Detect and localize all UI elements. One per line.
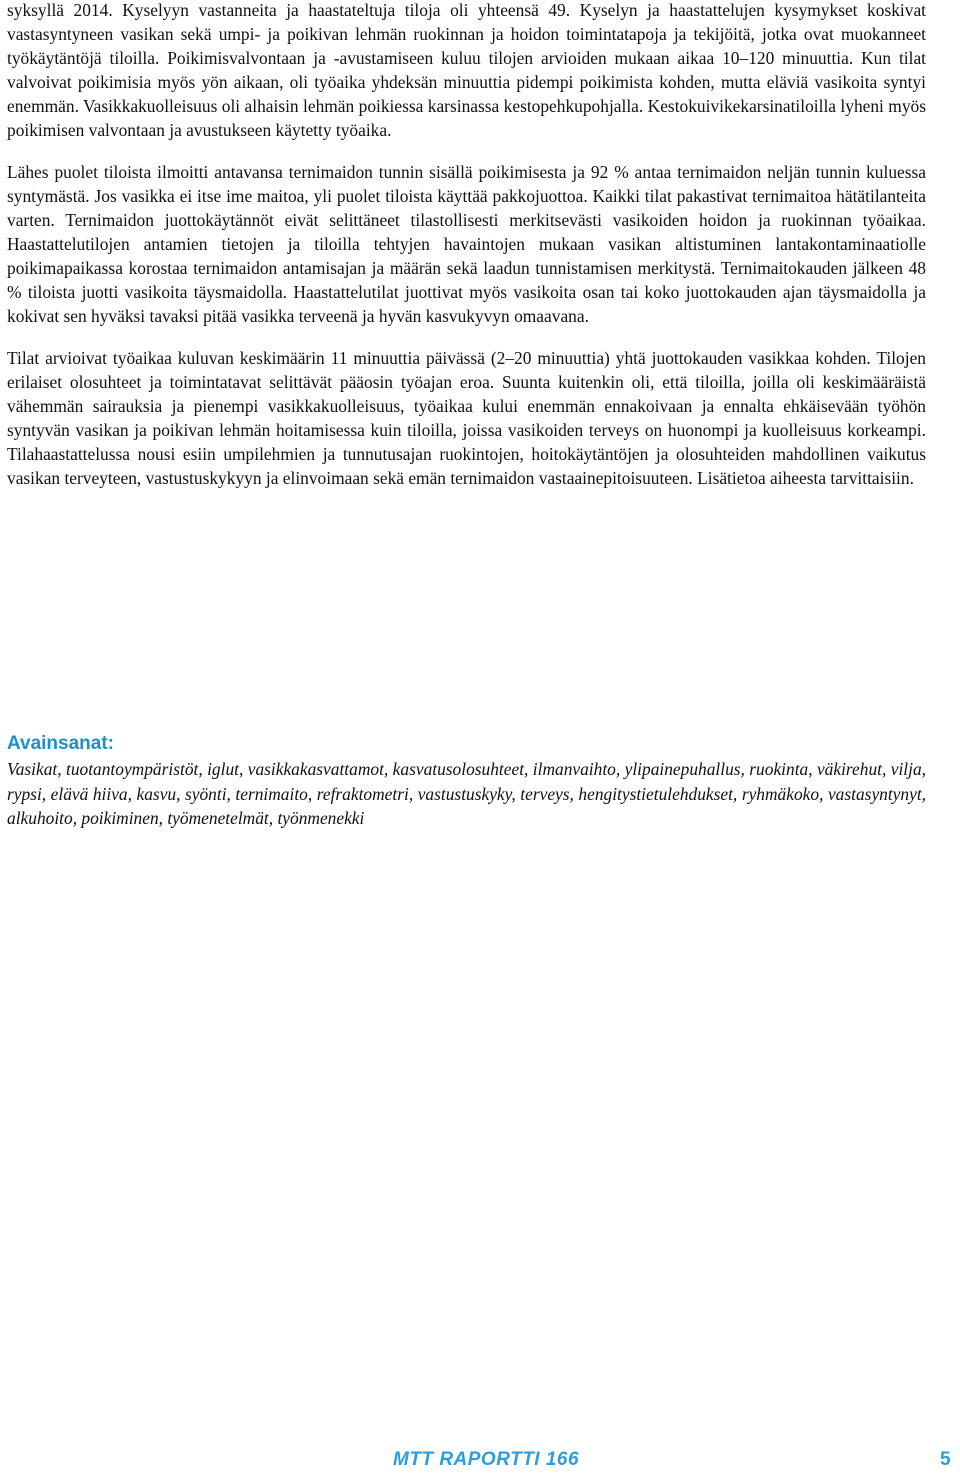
keywords-text: Vasikat, tuotantoympäristöt, iglut, vasikkakasvattamot, kasvatusolosuhteet, ilmanvaihto, ylipainepuhallus, ruokinta, väkirehut, vilja, rypsi, elävä hiiva, kasvu, syönti, ternimaito, refraktometri, vastustuskyky, terveys, hengitystietulehdukset, ryhmäkoko, vastasyntynyt, alkuhoito, poikiminen, työmenetelmät, työnmenekki xyxy=(7,759,926,828)
paragraph-2: Lähes puolet tiloista ilmoitti antavansa ternimaidon tunnin sisällä poikimisesta ja 92 % antaa ternimaidon neljän tunnin kuluessa syntymästä. Jos vasikka ei itse ime maitoa, yli puolet tiloista käyttää pakkojuottoa. Kaikki tilat pakastivat ternimaitoa hätätilanteita varten. Ternimaidon juottokäytännöt eivät selittäneet tilastollisesti merkitsevästi vasikoiden hoidon ja ruokinnan työaikaa. Haastattelutilojen antamien tietojen ja tiloilla tehtyjen havaintojen mukaan vasikan altistuminen lantakontaminaatiolle poikimapaikassa korostaa ternimaidon antamisajan ja määrän sekä laadun tunnistamisen merkitystä. Ternimaitokauden jälkeen 48 % tiloista juotti vasikoita täysmaidolla. Haastattelutilat juottivat myös vasikoita osan tai koko juottokauden ajan täysmaidolla ja kokivat sen hyväksi tavaksi pitää vasikka terveenä ja hyvän kasvukyvyn omaavana. xyxy=(7,162,926,326)
main-text xyxy=(7,0,926,508)
keywords-section xyxy=(7,731,926,831)
keywords-heading: Avainsanat: xyxy=(7,733,114,754)
report-name: MTT RAPORTTI 166 xyxy=(393,1449,580,1470)
page-footer xyxy=(0,1448,960,1473)
paragraph-3: Tilat arvioivat työaikaa kuluvan keskimäärin 11 minuuttia päivässä (2–20 minuuttia) yhtä juottokauden vasikkaa kohden. Tilojen erilaiset olosuhteet ja toimintatavat selittävät pääosin työajan eroa. Suunta kuitenkin oli, että tiloilla, joilla oli keskimääräistä vähemmän sairauksia ja pienempi vasikkakuolleisuus, työaikaa kului enemmän ennakoivaan ja ennalta ehkäisevään työhön syntyvän vasikan ja poikivan lehmän hoitamisessa kuin tiloilla, joissa vasikoiden terveys on huonompi ja kuolleisuus korkeampi. Tilahaastattelussa nousi esiin umpilehmien ja tunnutusajan ruokintojen, hoitokäytäntöjen ja olosuhteiden mahdollinen vaikutus vasikan terveyteen, vastustuskykyyn ja elinvoimaan sekä emän ternimaidon vastaainepitoisuuteen. Lisätietoa aiheesta tarvittaisiin. xyxy=(7,348,926,488)
paragraph-1: syksyllä 2014. Kyselyyn vastanneita ja haastateltuja tiloja oli yhteensä 49. Kyselyn ja haastattelujen kysymykset koskivat vastasyntyneen vasikan sekä umpi- ja poikivan lehmän ruokinnan ja hoidon toimintatapoja ja tekijöitä, jotka ovat muokanneet työkäytäntöjä tiloilla. Poikimisvalvontaan ja -avustamiseen kuluu tilojen arvioiden mukaan aikaa 10–120 minuuttia. Kun tilat valvoivat poikimisia myös yön aikaan, oli työaika yhdeksän minuuttia pidempi poikimista kohden, mutta eläviä vasikoita syntyi enemmän. Vasikkakuolleisuus oli alhaisin lehmän poikiessa karsinassa kestopehkupohjalla. Kestokuivikekarsinatiloilla lyheni myös poikimisen valvontaan ja avustukseen käytetty työaika. xyxy=(7,0,926,140)
page-number: 5 xyxy=(940,1449,951,1470)
